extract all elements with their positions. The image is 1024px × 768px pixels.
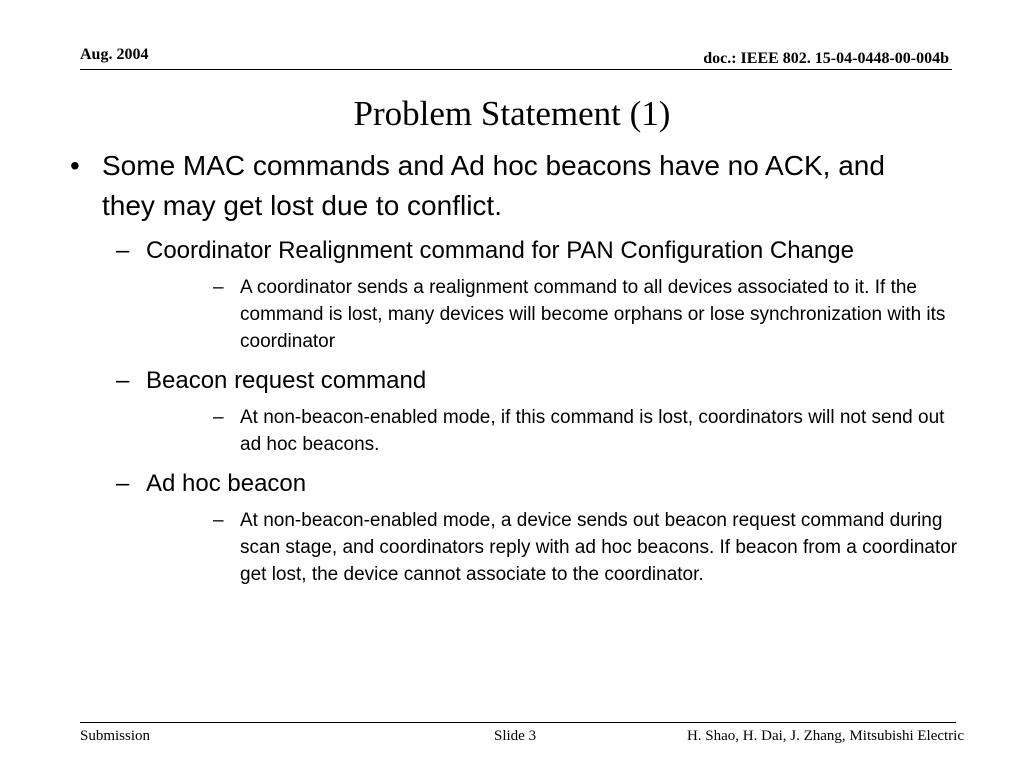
bullet-dot: • xyxy=(70,150,80,181)
subpoint-label: Ad hoc beacon xyxy=(146,470,307,497)
dash-marker: – xyxy=(116,237,130,264)
dash-marker: – xyxy=(213,407,224,428)
slide-title: Problem Statement (1) xyxy=(353,94,671,133)
subpoint-coordinator-realignment xyxy=(116,234,886,268)
subpoint-detail-text: At non-beacon-enabled mode, if this command is lost, coordinators will not send out ad hoc beacons. xyxy=(240,407,945,455)
subpoint-beacon-request xyxy=(116,364,886,398)
footer-slide-number: Slide 3 xyxy=(494,728,537,744)
slide-body xyxy=(70,146,970,588)
footer-submission: Submission xyxy=(80,728,151,744)
bullet-main xyxy=(70,146,922,226)
bullet-main-text: Some MAC commands and Ad hoc beacons have no ACK, and they may get lost due to conflict. xyxy=(102,150,885,221)
footer-authors: H. Shao, H. Dai, J. Zhang, Mitsubishi Electric xyxy=(686,728,964,744)
subpoint-label: Coordinator Realignment command for PAN Configuration Change xyxy=(146,237,854,264)
subpoint-ad-hoc-beacon xyxy=(116,467,886,501)
dash-marker: – xyxy=(116,470,130,497)
dash-marker: – xyxy=(213,277,224,298)
header-date: Aug. 2004 xyxy=(80,46,149,63)
subpoint-detail xyxy=(213,404,960,458)
subpoint-detail xyxy=(213,274,960,355)
header-divider xyxy=(80,69,952,70)
header-doc-id: doc.: IEEE 802. 15-04-0448-00-004b xyxy=(703,50,949,67)
subpoint-detail xyxy=(213,507,960,588)
subpoint-label: Beacon request command xyxy=(146,367,427,394)
subpoint-detail-text: At non-beacon-enabled mode, a device sends out beacon request command during scan stage, and coordinators reply with ad hoc beacons. If beacon from a coordinator get lost, the device cannot associate to the coordinator. xyxy=(240,510,958,585)
dash-marker: – xyxy=(213,510,224,531)
subpoint-detail-text: A coordinator sends a realignment command to all devices associated to it. If the command is lost, many devices will become orphans or lose synchronization with its coordinator xyxy=(240,277,946,352)
dash-marker: – xyxy=(116,367,130,394)
footer-divider xyxy=(80,722,956,723)
